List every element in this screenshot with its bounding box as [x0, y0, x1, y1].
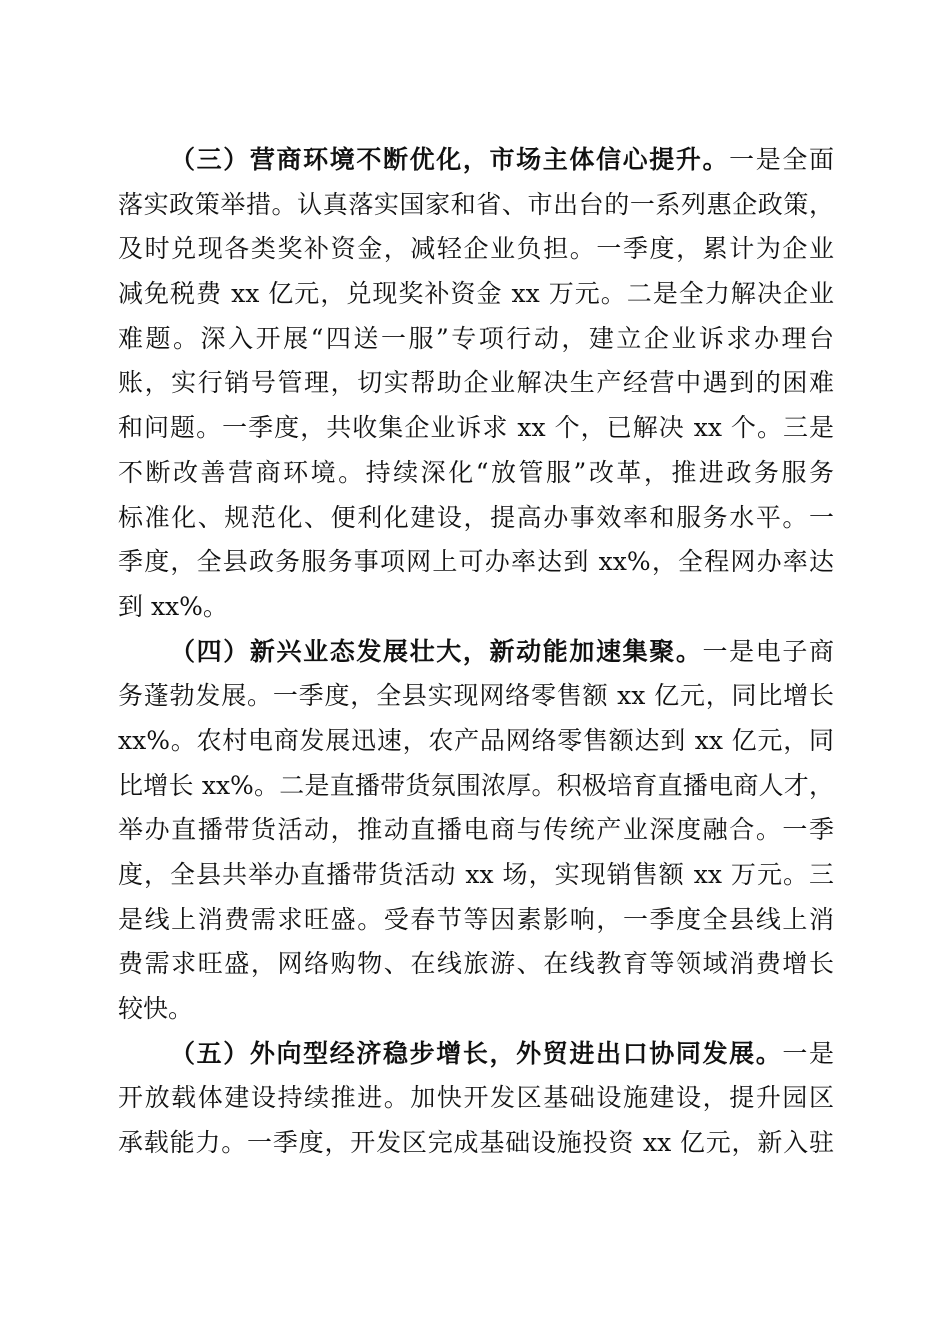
paragraph — [118, 1032, 834, 1166]
paragraph — [118, 138, 834, 630]
line-text: 承载能力。一季度，开发区完成基础设施投资 xx 亿元，新入驻 — [118, 1128, 834, 1158]
text-line — [118, 898, 834, 943]
text-line — [118, 719, 834, 764]
text-line — [118, 853, 834, 898]
line-text: 难题。深入开展“四送一服”专项行动，建立企业诉求办理台 — [118, 323, 834, 353]
line-text: 减免税费 xx 亿元，兑现奖补资金 xx 万元。二是全力解决企业 — [118, 279, 834, 309]
line-text: 举办直播带货活动，推动直播电商与传统产业深度融合。一季 — [118, 815, 834, 845]
paragraph — [118, 630, 834, 1032]
line-text: 一是电子商 — [702, 636, 834, 666]
section-heading: （四）新兴业态发展壮大，新动能加速集聚。 — [170, 636, 703, 666]
line-text: 不断改善营商环境。持续深化“放管服”改革，推进政务服务 — [118, 457, 834, 487]
line-text: 一是全面 — [729, 145, 834, 174]
line-text: 落实政策举措。认真落实国家和省、市出台的一系列惠企政策， — [118, 189, 834, 219]
line-text: 开放载体建设持续推进。加快开发区基础设施建设，提升园区 — [118, 1083, 834, 1113]
section-heading: （三）营商环境不断优化，市场主体信心提升。 — [170, 145, 730, 174]
text-line — [118, 496, 834, 541]
line-text: xx%。农村电商发展迅速，农产品网络零售额达到 xx 亿元，同 — [118, 725, 834, 755]
text-line — [118, 585, 834, 630]
text-line — [118, 406, 834, 451]
text-line — [118, 272, 834, 317]
text-line — [118, 1121, 834, 1166]
text-line — [118, 138, 834, 183]
line-text: 费需求旺盛，网络购物、在线旅游、在线教育等领域消费增长 — [118, 949, 834, 979]
line-text: 和问题。一季度，共收集企业诉求 xx 个，已解决 xx 个。三是 — [118, 413, 834, 443]
text-line — [118, 540, 834, 585]
text-line — [118, 183, 834, 228]
text-line — [118, 1076, 834, 1121]
text-line — [118, 630, 834, 675]
line-text: 账，实行销号管理，切实帮助企业解决生产经营中遇到的困难 — [118, 368, 834, 398]
text-line — [118, 942, 834, 987]
line-text: 较快。 — [118, 994, 194, 1024]
text-line — [118, 674, 834, 719]
text-line — [118, 227, 834, 272]
text-line — [118, 1032, 834, 1077]
line-text: 季度，全县政务服务事项网上可办率达到 xx%，全程网办率达 — [118, 547, 834, 577]
line-text: 一是 — [782, 1038, 834, 1068]
document-page — [118, 138, 834, 1166]
line-text: 是线上消费需求旺盛。受春节等因素影响，一季度全县线上消 — [118, 904, 834, 934]
line-text: 及时兑现各类奖补资金，减轻企业负担。一季度，累计为企业 — [118, 234, 834, 264]
line-text: 比增长 xx%。二是直播带货氛围浓厚。积极培育直播电商人才， — [118, 770, 834, 800]
text-line — [118, 987, 834, 1032]
line-text: 度，全县共举办直播带货活动 xx 场，实现销售额 xx 万元。三 — [118, 860, 834, 889]
text-line — [118, 808, 834, 853]
line-text: 到 xx%。 — [118, 591, 228, 621]
section-heading: （五）外向型经济稳步增长，外贸进出口协同发展。 — [170, 1038, 783, 1068]
line-text: 标准化、规范化、便利化建设，提高办事效率和服务水平。一 — [118, 502, 834, 532]
line-text: 务蓬勃发展。一季度，全县实现网络零售额 xx 亿元，同比增长 — [118, 681, 834, 711]
text-line — [118, 361, 834, 406]
text-line — [118, 451, 834, 496]
text-line — [118, 317, 834, 362]
text-line — [118, 764, 834, 809]
